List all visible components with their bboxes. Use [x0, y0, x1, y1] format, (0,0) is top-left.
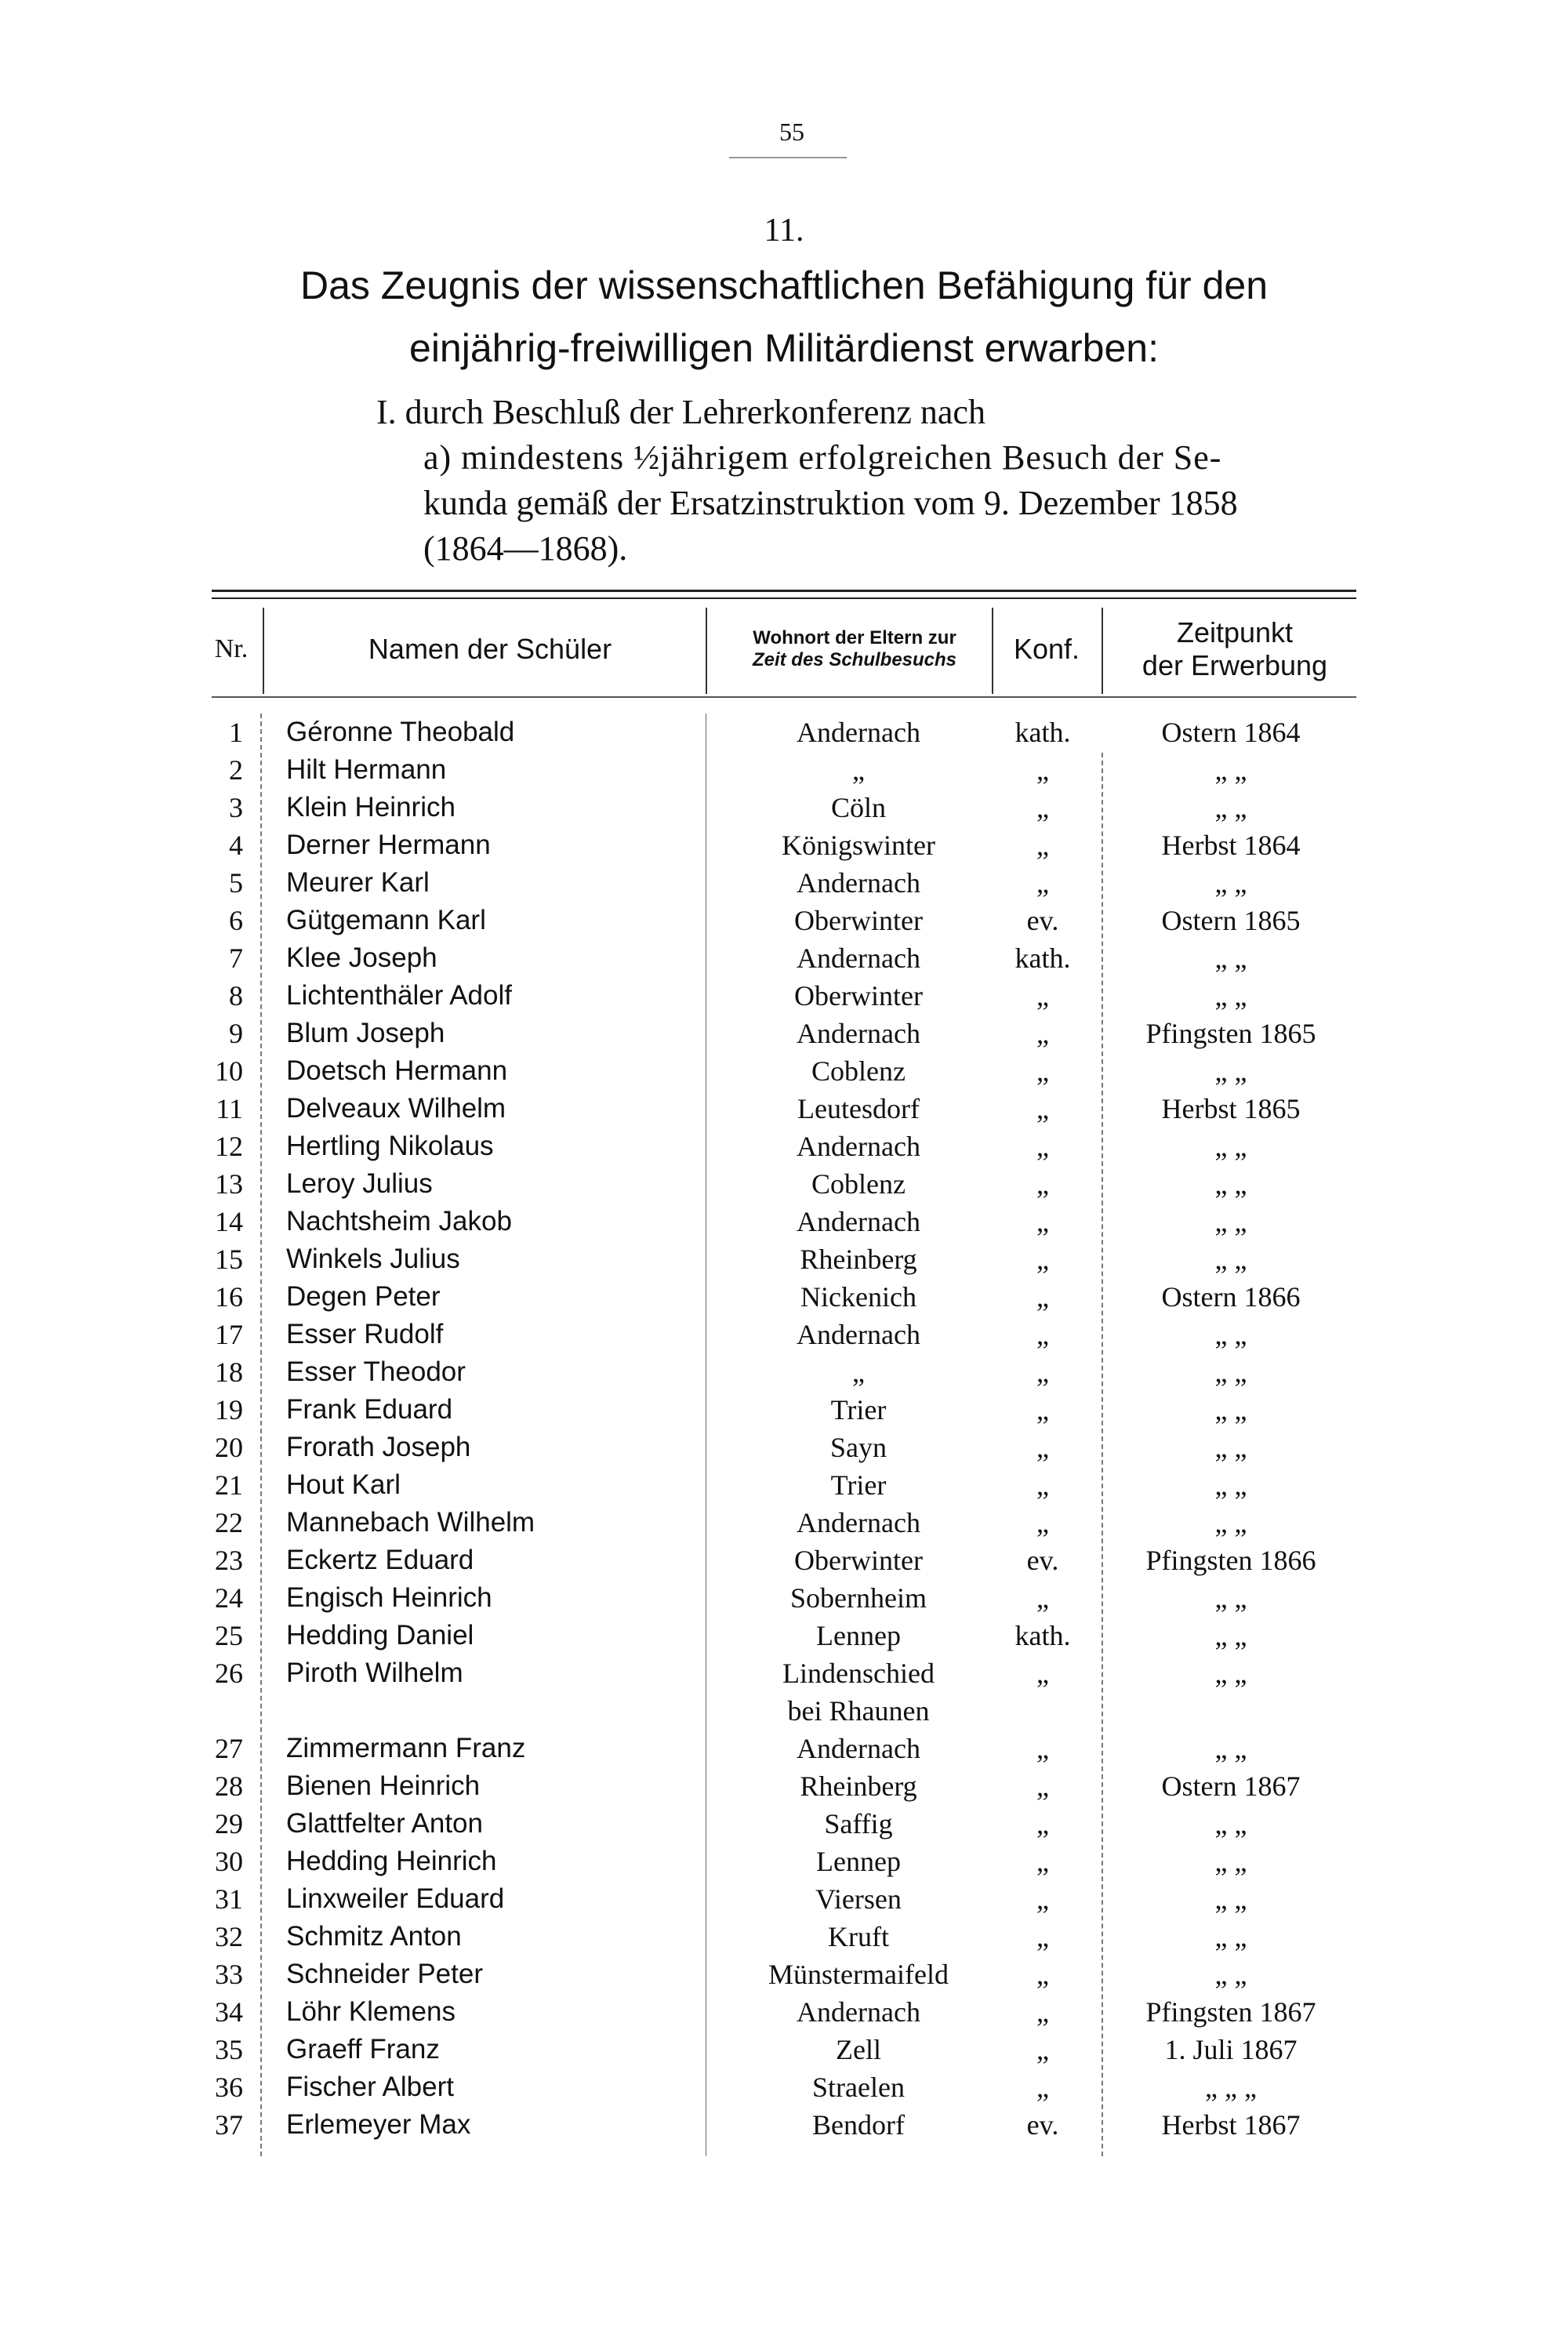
date-acquired: „ „ [1214, 792, 1247, 823]
student-name: Schmitz Anton [286, 1921, 462, 1952]
student-name: Nachtsheim Jakob [286, 1206, 512, 1237]
date-acquired: „ „ [1214, 1921, 1247, 1952]
date-acquired: „ „ [1214, 1883, 1247, 1915]
confession: ev. [1026, 2109, 1059, 2141]
residence: Andernach [797, 1996, 920, 2028]
student-name: Delveaux Wilhelm [286, 1093, 506, 1124]
confession: „ [1036, 1131, 1049, 1162]
row-number: 18 [215, 1356, 243, 1388]
header-separator-4 [1102, 608, 1103, 694]
residence: Sayn [830, 1432, 887, 1463]
date-acquired: Ostern 1865 [1161, 905, 1301, 936]
table-row [0, 826, 1568, 864]
table-row [0, 1429, 1568, 1466]
student-name: Hedding Heinrich [286, 1846, 497, 1876]
residence: Andernach [797, 942, 920, 974]
table-row [0, 789, 1568, 826]
header-separator-1 [263, 608, 264, 694]
residence: Cöln [830, 792, 886, 823]
confession: „ [1036, 2034, 1049, 2065]
date-acquired: „ „ [1214, 754, 1247, 786]
subheading-line-3: kunda gemäß der Ersatzinstruktion vom 9. Dezember 1858 [423, 484, 1238, 522]
student-name: Blum Joseph [286, 1018, 445, 1048]
residence: Sobernheim [790, 1582, 927, 1614]
student-name: Klein Heinrich [286, 792, 456, 823]
row-number: 15 [215, 1244, 243, 1275]
date-acquired: Herbst 1864 [1161, 830, 1301, 861]
confession: „ [1036, 1055, 1049, 1087]
header-date [1113, 608, 1356, 690]
date-acquired: „ „ [1214, 1808, 1247, 1839]
residence: Königswinter [782, 830, 935, 861]
residence: Trier [830, 1394, 887, 1425]
subheading-line-1: I. durch Beschluß der Lehrerkonferenz nach [376, 393, 985, 431]
header-nr: Nr. [214, 634, 249, 663]
table-row [0, 1767, 1568, 1805]
date-acquired: Ostern 1866 [1161, 1281, 1301, 1313]
row-number: 13 [215, 1168, 243, 1200]
residence: Münstermaifeld [768, 1959, 949, 1990]
row-number: 24 [215, 1582, 243, 1614]
confession: „ [1036, 1356, 1049, 1388]
student-name: Graeff Franz [286, 2034, 440, 2065]
row-number: 14 [215, 1206, 243, 1237]
confession: „ [1036, 1770, 1049, 1802]
table-row [0, 1391, 1568, 1429]
header-date-line-2: der Erwerbung [1142, 648, 1328, 681]
row-number: 17 [215, 1319, 243, 1350]
student-name: Zimmermann Franz [286, 1733, 526, 1763]
table-row [0, 939, 1568, 977]
residence: Kruft [828, 1921, 889, 1952]
row-number: 19 [215, 1394, 243, 1425]
table-row [0, 1504, 1568, 1542]
table-top-rule-1 [212, 590, 1356, 592]
residence: Lennep [816, 1620, 901, 1651]
residence: Viersen [815, 1883, 902, 1915]
row-number: 1 [229, 717, 243, 748]
row-number: 20 [215, 1432, 243, 1463]
row-number: 25 [215, 1620, 243, 1651]
student-name: Meurer Karl [286, 867, 430, 898]
row-number: 10 [215, 1055, 243, 1087]
confession: „ [1036, 1469, 1049, 1501]
heading-line-1: Das Zeugnis der wissenschaftlichen Befähigung für den [299, 263, 1269, 307]
residence: Zell [836, 2034, 881, 2065]
header-date-line-1: Zeitpunkt [1176, 616, 1294, 648]
table-row [0, 2031, 1568, 2068]
row-number: 16 [215, 1281, 243, 1313]
date-acquired: 1. Juli 1867 [1164, 2034, 1298, 2065]
table-row [0, 1730, 1568, 1767]
table-row [0, 1805, 1568, 1843]
student-name: Erlemeyer Max [286, 2109, 471, 2140]
date-acquired: „ „ [1214, 1658, 1247, 1689]
student-name: Degen Peter [286, 1281, 441, 1312]
table-row [0, 1165, 1568, 1203]
confession: „ [1036, 980, 1049, 1011]
residence: „ [852, 754, 865, 786]
table-row [0, 1278, 1568, 1316]
residence: Andernach [797, 1018, 920, 1049]
confession: kath. [1014, 1620, 1071, 1651]
table-row [0, 714, 1568, 751]
date-acquired: „ „ [1214, 1356, 1247, 1388]
row-number: 7 [229, 942, 243, 974]
date-acquired: „ „ [1214, 1244, 1247, 1275]
date-acquired: „ „ [1214, 1432, 1247, 1463]
residence: Lindenschied [782, 1658, 935, 1689]
date-acquired: Pfingsten 1867 [1145, 1996, 1316, 2028]
date-acquired: Ostern 1864 [1161, 717, 1301, 748]
date-acquired: „ „ [1214, 1469, 1247, 1501]
residence-continuation: bei Rhaunen [787, 1695, 930, 1727]
header-name: Namen der Schüler [368, 632, 612, 665]
residence: Bendorf [812, 2109, 905, 2141]
date-acquired: „ „ [1214, 1582, 1247, 1614]
confession: „ [1036, 1921, 1049, 1952]
student-name: Engisch Heinrich [286, 1582, 492, 1613]
row-number: 8 [229, 980, 243, 1011]
date-acquired: Pfingsten 1866 [1145, 1545, 1316, 1576]
student-name: Gütgemann Karl [286, 905, 486, 935]
residence: Rheinberg [800, 1770, 917, 1802]
table-row [0, 1128, 1568, 1165]
date-acquired: „ „ [1214, 1168, 1247, 1200]
header-konf: Konf. [1013, 632, 1080, 665]
student-name: Derner Hermann [286, 830, 491, 860]
confession: ev. [1026, 905, 1059, 936]
student-name: Winkels Julius [286, 1244, 460, 1274]
student-name: Hedding Daniel [286, 1620, 474, 1651]
row-number: 31 [215, 1883, 243, 1915]
date-acquired: „ „ [1214, 1206, 1247, 1237]
student-name: Fischer Albert [286, 2072, 454, 2102]
table-row [0, 1542, 1568, 1579]
table-row [0, 1880, 1568, 1918]
student-name: Esser Theodor [286, 1356, 466, 1387]
table-row [0, 1579, 1568, 1617]
confession: „ [1036, 2072, 1049, 2103]
table-row [0, 2106, 1568, 2144]
table-row [0, 751, 1568, 789]
date-acquired: „ „ [1214, 1959, 1247, 1990]
row-number: 29 [215, 1808, 243, 1839]
date-acquired: „ „ [1214, 1507, 1247, 1538]
subheading-line-4: (1864—1868). [423, 529, 628, 568]
row-number: 32 [215, 1921, 243, 1952]
residence: Andernach [797, 717, 920, 748]
confession: „ [1036, 867, 1049, 899]
date-acquired: Ostern 1867 [1161, 1770, 1301, 1802]
date-acquired: Pfingsten 1865 [1145, 1018, 1316, 1049]
confession: „ [1036, 1658, 1049, 1689]
table-row [0, 2068, 1568, 2106]
header-separator-3 [992, 608, 993, 694]
student-name: Frorath Joseph [286, 1432, 471, 1462]
residence: Rheinberg [800, 1244, 917, 1275]
confession: „ [1036, 1733, 1049, 1764]
row-number: 30 [215, 1846, 243, 1877]
date-acquired: „ „ [1214, 1620, 1247, 1651]
table-row [0, 1617, 1568, 1654]
confession: „ [1036, 1846, 1049, 1877]
row-number: 11 [216, 1093, 243, 1124]
row-number: 21 [215, 1469, 243, 1501]
table-row [0, 1654, 1568, 1727]
confession: „ [1036, 1507, 1049, 1538]
student-name: Doetsch Hermann [286, 1055, 508, 1086]
row-number: 28 [215, 1770, 243, 1802]
table-row [0, 1843, 1568, 1880]
row-number: 5 [229, 867, 243, 899]
date-acquired: Herbst 1867 [1161, 2109, 1301, 2141]
student-name: Klee Joseph [286, 942, 437, 973]
student-name: Géronne Theobald [286, 717, 515, 747]
table-row [0, 864, 1568, 902]
student-name: Schneider Peter [286, 1959, 483, 1989]
confession: „ [1036, 1582, 1049, 1614]
confession: „ [1036, 1959, 1049, 1990]
date-acquired: „ „ [1214, 1131, 1247, 1162]
table-row [0, 1918, 1568, 1956]
table-row [0, 1316, 1568, 1353]
confession: kath. [1014, 717, 1071, 748]
page-number: 55 [779, 118, 804, 146]
section-number: 11. [764, 212, 804, 249]
table-row [0, 1015, 1568, 1052]
residence: Andernach [797, 1733, 920, 1764]
confession: „ [1036, 1206, 1049, 1237]
student-name: Hertling Nikolaus [286, 1131, 494, 1161]
confession: „ [1036, 830, 1049, 861]
row-number: 22 [215, 1507, 243, 1538]
student-name: Bienen Heinrich [286, 1770, 481, 1801]
residence: Leutesdorf [797, 1093, 920, 1124]
confession: „ [1036, 754, 1049, 786]
confession: „ [1036, 1996, 1049, 2028]
confession: „ [1036, 1432, 1049, 1463]
student-name: Linxweiler Eduard [286, 1883, 505, 1914]
residence: Coblenz [811, 1055, 906, 1087]
confession: „ [1036, 1093, 1049, 1124]
student-name: Hilt Hermann [286, 754, 447, 785]
residence: Oberwinter [794, 905, 923, 936]
row-number: 35 [215, 2034, 243, 2065]
row-number: 4 [229, 830, 243, 861]
date-acquired: „ „ [1214, 1394, 1247, 1425]
date-acquired: „ „ [1214, 1319, 1247, 1350]
residence: Coblenz [811, 1168, 906, 1200]
row-number: 26 [215, 1658, 243, 1689]
row-number: 12 [215, 1131, 243, 1162]
residence: Andernach [797, 1507, 920, 1538]
header-residence [706, 608, 1004, 690]
date-acquired: „ „ „ [1205, 2072, 1257, 2103]
confession: „ [1036, 1394, 1049, 1425]
residence: Oberwinter [794, 1545, 923, 1576]
student-name: Glattfelter Anton [286, 1808, 483, 1839]
residence: Straelen [812, 2072, 905, 2103]
student-name: Frank Eduard [286, 1394, 453, 1425]
table-row [0, 977, 1568, 1015]
confession: „ [1036, 1808, 1049, 1839]
row-number: 23 [215, 1545, 243, 1576]
residence: Saffig [824, 1808, 893, 1839]
row-number: 33 [215, 1959, 243, 1990]
page-number-rule [729, 157, 847, 158]
student-name: Hout Karl [286, 1469, 401, 1500]
student-name: Mannebach Wilhelm [286, 1507, 535, 1538]
date-acquired: Herbst 1865 [1161, 1093, 1301, 1124]
residence: Lennep [816, 1846, 901, 1877]
residence: Trier [830, 1469, 887, 1501]
row-number: 9 [229, 1018, 243, 1049]
row-number: 34 [215, 1996, 243, 2028]
table-row [0, 1466, 1568, 1504]
confession: „ [1036, 1244, 1049, 1275]
row-number: 3 [229, 792, 243, 823]
confession: „ [1036, 1319, 1049, 1350]
student-name: Piroth Wilhelm [286, 1658, 463, 1688]
date-acquired: „ „ [1214, 867, 1247, 899]
table-row [0, 1956, 1568, 1993]
date-acquired: „ „ [1214, 980, 1247, 1011]
date-acquired: „ „ [1214, 1846, 1247, 1877]
subheading-line-2: a) mindestens ½jährigem erfolgreichen Besuch der Se- [423, 438, 1222, 477]
confession: ev. [1026, 1545, 1059, 1576]
residence: Nickenich [800, 1281, 916, 1313]
row-number: 2 [229, 754, 243, 786]
student-name: Löhr Klemens [286, 1996, 456, 2027]
table-top-rule-2 [212, 597, 1356, 599]
student-name: Esser Rudolf [286, 1319, 444, 1349]
table-row [0, 1240, 1568, 1278]
confession: kath. [1014, 942, 1071, 974]
residence: „ [852, 1356, 865, 1388]
table-row [0, 1090, 1568, 1128]
residence: Andernach [797, 867, 920, 899]
confession: „ [1036, 1281, 1049, 1313]
table-row [0, 1993, 1568, 2031]
student-name: Lichtenthäler Adolf [286, 980, 512, 1011]
date-acquired: „ „ [1214, 1733, 1247, 1764]
table-row [0, 902, 1568, 939]
table-row [0, 1353, 1568, 1391]
confession: „ [1036, 792, 1049, 823]
residence: Andernach [797, 1319, 920, 1350]
residence: Andernach [797, 1131, 920, 1162]
date-acquired: „ „ [1214, 1055, 1247, 1087]
confession: „ [1036, 1168, 1049, 1200]
row-number: 27 [215, 1733, 243, 1764]
row-number: 36 [215, 2072, 243, 2103]
residence: Oberwinter [794, 980, 923, 1011]
table-row [0, 1052, 1568, 1090]
confession: „ [1036, 1883, 1049, 1915]
row-number: 6 [229, 905, 243, 936]
header-separator-2 [706, 608, 707, 694]
date-acquired: „ „ [1214, 942, 1247, 974]
row-number: 37 [215, 2109, 243, 2141]
residence: Andernach [797, 1206, 920, 1237]
table-row [0, 1203, 1568, 1240]
header-residence-line-1: Wohnort der Eltern zur [753, 626, 956, 648]
table-header-bottom-rule [212, 696, 1356, 698]
student-name: Eckertz Eduard [286, 1545, 474, 1575]
header-residence-line-2: Zeit des Schulbesuchs [752, 648, 957, 670]
confession: „ [1036, 1018, 1049, 1049]
heading-line-2: einjährig-freiwilligen Militärdienst erwarben: [409, 326, 1159, 370]
student-name: Leroy Julius [286, 1168, 433, 1199]
